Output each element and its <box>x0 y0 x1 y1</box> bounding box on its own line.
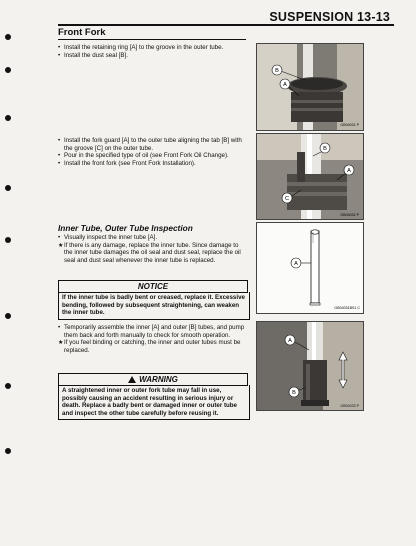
figure-id: GB04033 P <box>340 404 359 408</box>
section-title: Front Fork <box>58 27 106 38</box>
list-item: • Install the retaining ring [A] to the groove in the outer tube. <box>58 44 224 51</box>
list-item: ★If you feel binding or catching, the inner and outer tubes must be replaced. <box>58 339 241 354</box>
figure-4-photo <box>256 321 364 411</box>
figure-callout-label: B <box>275 68 279 74</box>
section-rule <box>58 39 246 40</box>
step3-list <box>58 324 248 354</box>
figure-3-drawing <box>256 222 364 314</box>
header-rule <box>58 24 394 26</box>
notice-header: NOTICE <box>58 280 248 293</box>
list-item: • Temporarily assemble the inner [A] and outer [B] tubes, and pump them back and forth manually to check for smooth operation. <box>58 324 245 339</box>
figure-callout-label: A <box>294 261 298 267</box>
warning-header: WARNING <box>58 373 248 386</box>
list-item: • Install the dust seal [B]. <box>58 51 128 59</box>
notice-text: If the inner tube is badly bent or creased, replace it. Excessive bending, followed by subsequent straightening, can weaken the inner tube. <box>58 292 250 320</box>
step1-list <box>58 44 248 59</box>
list-item: • Visually inspect the inner tube [A]. <box>58 234 158 241</box>
inspection-list <box>58 234 248 264</box>
binder-hole <box>5 185 11 191</box>
figure-1-photo <box>256 43 364 131</box>
binder-hole <box>5 34 11 40</box>
list-item: • Install the front fork (see Front Fork Installation). <box>58 159 196 167</box>
figure-callout-label: A <box>283 82 287 88</box>
binder-hole <box>5 383 11 389</box>
binder-hole <box>5 313 11 319</box>
figure-callout-label: A <box>347 168 351 174</box>
figure-callout-label: B <box>323 146 327 152</box>
figure-2-photo <box>256 133 364 220</box>
binder-hole <box>5 448 11 454</box>
figure-callout-label: B <box>292 390 296 396</box>
page-header: SUSPENSION 13-13 <box>269 10 390 24</box>
list-item: • Pour in the specified type of oil (see Front Fork Oil Change). <box>58 152 229 160</box>
warning-text: A straightened inner or outer fork tube may fall in use, possibly causing an accident resulting in serious injury or death. Replace a badly bent or damaged inner or outer tube and inspect the other tube carefully before reusing it. <box>58 385 250 420</box>
figure-id: GB04031 P <box>340 123 359 127</box>
binder-hole <box>5 67 11 73</box>
list-item: ★If there is any damage, replace the inner tube. Since damage to the inner tube damages the oil seal and dust seal, replace the oil seal and dust seal whenever the inner tube is replaced. <box>58 241 241 264</box>
binder-hole <box>5 237 11 243</box>
inspection-title: Inner Tube, Outer Tube Inspection <box>58 223 193 233</box>
binder-hole <box>5 115 11 121</box>
list-item: • Install the fork guard [A] to the outer tube aligning the tab [B] with the groove [C] on the outer tube. <box>58 137 242 152</box>
figure-callout-label: A <box>288 338 292 344</box>
step2-list <box>58 137 248 167</box>
figure-id: GB04032 P <box>340 213 359 217</box>
figure-id: GB04031BS1 C <box>334 306 360 310</box>
figure-callout-label: C <box>284 196 290 202</box>
warning-triangle-icon <box>128 376 136 383</box>
